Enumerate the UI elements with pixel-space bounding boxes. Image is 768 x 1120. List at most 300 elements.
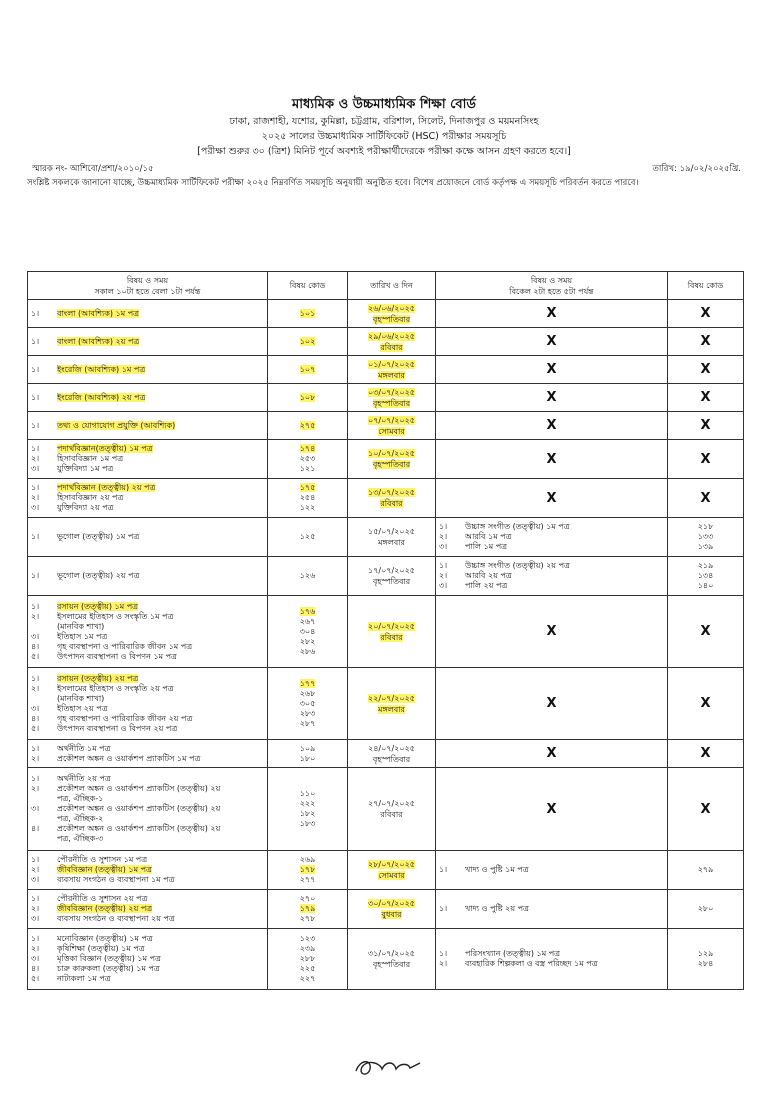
subject-line xyxy=(31,464,264,474)
exam-day: মঙ্গলবার xyxy=(378,370,405,380)
no-exam-mark: X xyxy=(700,801,711,817)
subject-code xyxy=(271,571,344,581)
subject-line xyxy=(31,652,264,662)
exam-date: ১০/০৭/২০২৫ xyxy=(368,449,415,458)
afternoon-codes-cell xyxy=(668,668,744,740)
subject-line xyxy=(439,532,664,542)
subject-code: ২৭৯ xyxy=(697,865,714,874)
serial-number: ১। xyxy=(31,743,40,753)
exam-day: মঙ্গলবার xyxy=(378,704,405,714)
subject-line xyxy=(31,724,264,734)
exam-date: ৩০/০৭/২০২৫ xyxy=(368,899,415,908)
exam-day: রবিবার xyxy=(380,632,403,642)
subject-line xyxy=(31,904,264,914)
subject-code xyxy=(271,904,344,914)
afternoon-codes-cell xyxy=(668,740,744,768)
subject-code: ২১৯ xyxy=(697,561,714,570)
subject-name: যুক্তিবিদ্যা ১ম পত্র xyxy=(57,464,114,473)
subject-name: পত্র, ঐচ্ছিক-২ xyxy=(57,814,104,823)
afternoon-subjects-cell xyxy=(436,851,668,890)
subject-name: জীববিজ্ঞান (তত্ত্বীয়) ১ম পত্র xyxy=(57,865,152,874)
memo-line xyxy=(0,162,768,176)
serial-number: ৪। xyxy=(31,713,40,723)
serial-number: ১। xyxy=(31,392,40,402)
subject-code xyxy=(271,934,344,944)
subject-code: ১৩৯ xyxy=(697,542,714,551)
morning-subjects-cell xyxy=(28,851,268,890)
subject-name: মৃত্তিকা বিজ্ঞান (তত্ত্বীয়) ১ম পত্র xyxy=(57,954,161,963)
date-cell xyxy=(348,440,436,479)
serial-number: ৩। xyxy=(31,804,40,813)
afternoon-subjects-cell xyxy=(436,440,668,479)
date-header: তারিখ ও দিন xyxy=(348,272,436,300)
subject-code xyxy=(271,493,344,503)
subject-code-text: ১০৯ xyxy=(299,743,316,753)
morning-subjects-cell xyxy=(28,929,268,990)
serial-number: ২। xyxy=(31,904,40,913)
no-exam-mark: X xyxy=(546,696,557,711)
date-cell xyxy=(348,557,436,596)
subject-name: উচ্চাঙ্গ সংগীত (তত্ত্বীয়) ২য় পত্র xyxy=(465,561,570,570)
subject-code-text: ১৭৫ xyxy=(299,483,316,492)
instruction-line: [পরীক্ষা শুরুর ৩০ (ত্রিশ) মিনিট পূর্বে অবশ্যই পরীক্ষার্থীদেরকে পরীক্ষা কক্ষে আসন গ্রহণ করতে হবে।] xyxy=(197,146,571,157)
serial-number: ৩। xyxy=(439,542,448,551)
exam-date: ০৩/০৭/২০২৫ xyxy=(368,387,415,397)
afternoon-subjects-cell xyxy=(436,328,668,356)
subject-name: (মানবিক শাখা) xyxy=(57,693,105,703)
table-row xyxy=(28,300,744,328)
no-exam-mark: X xyxy=(546,418,557,433)
subject-name: পত্র, ঐচ্ছিক-১ xyxy=(57,794,104,803)
afternoon-codes-cell xyxy=(668,479,744,518)
subject-code-text: ২৬৮ xyxy=(299,688,316,698)
subject-name: ইংরেজি (আবশ্যিক) ২য় পত্র xyxy=(57,392,146,402)
subject-name: প্রকৌশল অঙ্কন ও ওয়ার্কশপ প্র্যাকটিস (তত্ত্বীয়) ২য় xyxy=(57,784,221,793)
exam-day: বৃহস্পতিবার xyxy=(372,398,411,408)
subject-code-text: ২৮৮ xyxy=(299,954,316,963)
date-cell xyxy=(348,356,436,384)
subject-line xyxy=(31,483,264,493)
subject-code xyxy=(271,393,344,403)
subject-line xyxy=(31,532,264,542)
exam-date: ১৩/০৭/২০২৫ xyxy=(368,488,415,497)
table-row xyxy=(28,740,744,768)
table-row xyxy=(28,328,744,356)
subject-code-text: ২২৫ xyxy=(299,964,316,973)
subject-name: উৎপাদন ব্যবস্থাপনা ও বিপণন ১ম পত্র xyxy=(57,651,177,661)
serial-number: ১। xyxy=(31,308,40,318)
subject-code xyxy=(271,464,344,474)
notice-text: সংশ্লিষ্ট সকলকে জানানো যাচ্ছে, উচ্চমাধ্যমিক সার্টিফিকেট পরীক্ষা ২০২৫ নিম্নবর্ণিত সময়সূচি অনুযায়ী অনুষ্ঠিত হবে। বিশেষ প্রয়োজনে বোর্ড কর্তৃপক্ষ এ সময়সূচি পরিবর্তন করতে পারবে। xyxy=(27,178,639,188)
subject-name: পদার্থবিজ্ঞান (তত্ত্বীয়) ২য় পত্র xyxy=(57,483,156,492)
date-cell xyxy=(348,668,436,740)
subject-code-text: ৩০৫ xyxy=(299,698,316,708)
subject-code xyxy=(271,607,344,617)
morning-subjects-cell xyxy=(28,768,268,851)
subject-code xyxy=(271,679,344,689)
serial-number: ৪। xyxy=(31,641,40,651)
subject-name: ব্যবহারিক শিল্পকলা ও বস্ত্র পরিচ্ছদ ১ম পত্র xyxy=(465,959,598,968)
exam-day: মঙ্গলবার xyxy=(378,538,405,547)
subject-code xyxy=(271,647,344,657)
memo-number: স্মারক নং- আশিবো/প্রশা/২০১০/১৫ xyxy=(32,164,154,174)
subject-code xyxy=(271,964,344,974)
afternoon-codes-cell xyxy=(668,851,744,890)
subject-name: পৌরনীতি ও সুশাসন ২য় পত্র xyxy=(57,894,148,903)
subject-code-text: ১২৩ xyxy=(299,934,316,943)
table-row xyxy=(28,851,744,890)
subject-name: নাট্যকলা ১ম পত্র xyxy=(57,974,111,983)
subject-name: রসায়ন (তত্ত্বীয়) ১ম পত্র xyxy=(57,601,139,611)
afternoon-subjects-cell xyxy=(436,668,668,740)
serial-number: ১। xyxy=(31,336,40,346)
table-row xyxy=(28,384,744,412)
serial-number: ১। xyxy=(31,934,40,943)
serial-number: ২। xyxy=(31,784,40,793)
subject-code-text: ২৭০ xyxy=(299,894,316,903)
subject-line xyxy=(31,814,264,824)
morning-subjects-cell xyxy=(28,668,268,740)
exam-day: সোমবার xyxy=(378,426,405,436)
exam-date: ০৭/০৭/২০২৫ xyxy=(368,415,415,425)
date-cell xyxy=(348,890,436,929)
subject-name: গৃহ ব্যবস্থাপনা ও পারিবারিক জীবন ১ম পত্র xyxy=(57,641,193,651)
memo-date: তারিখ: ১৯/০২/২০২৫খ্রি. xyxy=(652,164,741,174)
subject-code-text: ২৮৭ xyxy=(299,718,316,728)
serial-number: ১। xyxy=(31,601,40,611)
subject-code xyxy=(271,875,344,885)
subject-line xyxy=(31,974,264,984)
exam-day: রবিবার xyxy=(380,342,403,352)
table-row xyxy=(28,557,744,596)
subject-code-text: ২৮৩ xyxy=(299,708,316,718)
table-row xyxy=(28,440,744,479)
serial-number: ২। xyxy=(31,753,40,763)
serial-number: ৩। xyxy=(31,914,40,923)
subject-line xyxy=(31,824,264,834)
morning-subjects-cell xyxy=(28,479,268,518)
no-exam-mark: X xyxy=(546,390,557,405)
subject-line xyxy=(31,622,264,632)
subject-name: জীববিজ্ঞান (তত্ত্বীয়) ২য় পত্র xyxy=(57,904,153,913)
serial-number: ২। xyxy=(31,454,40,463)
date-cell xyxy=(348,768,436,851)
table-row xyxy=(28,768,744,851)
subject-line xyxy=(31,421,264,431)
subject-line xyxy=(31,954,264,964)
subject-code-text: ২২৭ xyxy=(299,974,316,983)
exam-day: রবিবার xyxy=(380,810,403,819)
serial-number: ২। xyxy=(31,944,40,953)
subject-code: ১৩৩ xyxy=(697,532,714,541)
no-exam-mark: X xyxy=(700,490,711,506)
no-exam-mark: X xyxy=(546,624,557,639)
afternoon-subjects-cell xyxy=(436,518,668,557)
subject-name: ইতিহাস ২য় পত্র xyxy=(57,703,108,713)
morning-subjects-cell xyxy=(28,300,268,328)
exam-date: ২৭/০৭/২০২৫ xyxy=(368,799,415,808)
exam-day: বৃহস্পতিবার xyxy=(372,460,411,469)
morning-codes-cell xyxy=(268,596,348,668)
afternoon-codes-cell xyxy=(668,356,744,384)
subject-name: প্রকৌশল অঙ্কন ও ওয়ার্কশপ প্র্যাকটিস (তত্ত্বীয়) ২য় xyxy=(57,824,221,833)
subject-line xyxy=(31,865,264,875)
subject-name: বাংলা (আবশ্যিক) ১ম পত্র xyxy=(57,308,140,318)
subject-name: উচ্চাঙ্গ সংগীত (তত্ত্বীয়) ১ম পত্র xyxy=(465,522,570,531)
serial-number: ১। xyxy=(31,855,40,864)
serial-number: ২। xyxy=(439,532,448,541)
subject-line xyxy=(31,309,264,319)
afternoon-codes-cell xyxy=(668,412,744,440)
date-cell xyxy=(348,479,436,518)
subject-name: আরবি ১ম পত্র xyxy=(465,532,512,541)
subject-name: গৃহ ব্যবস্থাপনা ও পারিবারিক জীবন ২য় পত্র xyxy=(57,713,193,723)
subject-name: খাদ্য ও পুষ্টি ১ম পত্র xyxy=(465,865,529,874)
subject-line xyxy=(31,337,264,347)
no-exam-mark: X xyxy=(700,390,711,405)
table-row xyxy=(28,518,744,557)
afternoon-subjects-cell xyxy=(436,479,668,518)
subject-line xyxy=(31,632,264,642)
subject-code xyxy=(271,454,344,464)
subject-code xyxy=(271,809,344,819)
subject-code xyxy=(271,954,344,964)
subject-code-text: ১৮২ xyxy=(299,809,316,818)
date-cell xyxy=(348,328,436,356)
subject-code xyxy=(271,855,344,865)
subject-name: কৃষিশিক্ষা (তত্ত্বীয়) ১ম পত্র xyxy=(57,944,145,953)
subject-name: পালি ১ম পত্র xyxy=(465,542,508,551)
exam-title: ২০২৫ সালের উচ্চমাধ্যমিক সার্টিফিকেট (HSC) পরীক্ষার সময়সূচি xyxy=(261,131,507,142)
subject-name: উৎপাদন ব্যবস্থাপনা ও বিপণন ২য় পত্র xyxy=(57,723,178,733)
subject-line xyxy=(31,804,264,814)
schedule-body xyxy=(28,300,744,990)
subject-code xyxy=(271,617,344,627)
afternoon-codes-cell xyxy=(668,384,744,412)
afternoon-subjects-cell xyxy=(436,740,668,768)
serial-number: ৩। xyxy=(31,703,40,713)
subject-name: অর্থনীতি ১ম পত্র xyxy=(57,743,111,753)
subject-line xyxy=(439,904,664,914)
subject-name: ইংরেজি (আবশ্যিক) ১ম পত্র xyxy=(57,364,146,374)
date-cell xyxy=(348,384,436,412)
afternoon-subjects-cell xyxy=(436,596,668,668)
subject-code xyxy=(271,789,344,799)
subject-name: অর্থনীতি ২য় পত্র xyxy=(57,774,111,783)
subject-line xyxy=(31,612,264,622)
subject-line xyxy=(31,964,264,974)
subject-code xyxy=(271,914,344,924)
exam-day: রবিবার xyxy=(380,499,403,508)
subject-code xyxy=(271,699,344,709)
serial-number: ৩। xyxy=(31,503,40,512)
board-title: মাধ্যমিক ও উচ্চমাধ্যমিক শিক্ষা বোর্ড xyxy=(292,97,476,112)
subject-line xyxy=(439,542,664,552)
subject-name: পদার্থবিজ্ঞান(তত্ত্বীয়) ১ম পত্র xyxy=(57,444,153,453)
subject-code-text: ১০৮ xyxy=(299,392,316,402)
afternoon-codes-cell xyxy=(668,768,744,851)
morning-subjects-cell xyxy=(28,596,268,668)
subject-code-text: ১২১ xyxy=(299,464,316,473)
subject-code-text: ১১০ xyxy=(299,789,316,798)
subject-code: ১২৯ xyxy=(697,949,714,958)
afternoon-codes-cell xyxy=(668,328,744,356)
afternoon-subjects-cell xyxy=(436,557,668,596)
morning-subjects-cell xyxy=(28,412,268,440)
date-cell xyxy=(348,740,436,768)
serial-number: ৪। xyxy=(31,824,40,833)
subject-code xyxy=(271,689,344,699)
subject-code xyxy=(271,744,344,754)
morning-subjects-cell xyxy=(28,356,268,384)
serial-number: ১। xyxy=(439,561,448,570)
subject-line xyxy=(31,571,264,581)
afternoon-subjects-cell xyxy=(436,300,668,328)
subject-code-text: ৩০৪ xyxy=(299,626,316,636)
serial-number: ১। xyxy=(31,774,40,783)
exam-day: বৃহস্পতিবার xyxy=(372,314,411,324)
exam-day: বুধবার xyxy=(381,910,402,919)
afternoon-codes-cell xyxy=(668,440,744,479)
subject-line xyxy=(31,875,264,885)
afternoon-subjects-cell xyxy=(436,890,668,929)
no-exam-mark: X xyxy=(700,451,711,467)
subject-name: ইতিহাস ১ম পত্র xyxy=(57,631,108,641)
no-exam-mark: X xyxy=(546,746,557,761)
subject-line xyxy=(31,784,264,794)
serial-number: ১। xyxy=(439,904,448,913)
morning-subjects-cell xyxy=(28,557,268,596)
table-row xyxy=(28,412,744,440)
serial-number: ১। xyxy=(439,522,448,531)
subject-line xyxy=(439,959,664,969)
subject-line xyxy=(31,454,264,464)
exam-date: ০১/০৭/২০২৫ xyxy=(368,359,415,369)
no-exam-mark: X xyxy=(700,746,711,761)
exam-day: সোমবার xyxy=(378,871,405,880)
subject-code-text: ২৫৩ xyxy=(299,454,316,463)
serial-number: ২। xyxy=(31,611,40,621)
no-exam-mark: X xyxy=(700,418,711,433)
subject-code xyxy=(271,309,344,319)
subject-name: তথ্য ও যোগাযোগ প্রযুক্তি (আবশ্যিক) xyxy=(57,420,176,430)
subject-line xyxy=(31,934,264,944)
morning-codes-cell xyxy=(268,412,348,440)
no-exam-mark: X xyxy=(546,306,557,321)
morning-subjects-cell xyxy=(28,890,268,929)
morning-codes-cell xyxy=(268,479,348,518)
no-exam-mark: X xyxy=(546,490,557,506)
schedule-page xyxy=(0,96,768,1120)
morning-subjects-cell xyxy=(28,440,268,479)
subject-name: পরিসংখ্যান (তত্ত্বীয়) ১ম পত্র xyxy=(465,949,561,958)
subject-code-text: ২৩৯ xyxy=(299,944,316,953)
subject-code-text: ২৫৪ xyxy=(299,493,316,502)
afternoon-codes-cell xyxy=(668,557,744,596)
date-cell xyxy=(348,929,436,990)
subject-code xyxy=(271,799,344,809)
subject-code-text: ১২৬ xyxy=(299,571,316,580)
subject-name: পালি ২য় পত্র xyxy=(465,581,508,590)
subject-code-text: ২২২ xyxy=(299,799,316,808)
subject-name: ভূগোল (তত্ত্বীয়) ১ম পত্র xyxy=(57,532,140,541)
subject-name: মনোবিজ্ঞান (তত্ত্বীয়) ১ম পত্র xyxy=(57,934,153,943)
subject-line xyxy=(31,365,264,375)
subject-code xyxy=(271,532,344,542)
serial-number: ৩। xyxy=(31,464,40,473)
subject-name: রসায়ন (তত্ত্বীয়) ২য় পত্র xyxy=(57,673,139,683)
no-exam-mark: X xyxy=(700,696,711,711)
date-cell xyxy=(348,851,436,890)
no-exam-mark: X xyxy=(700,362,711,377)
date-cell xyxy=(348,518,436,557)
morning-codes-cell xyxy=(268,300,348,328)
serial-number: ১। xyxy=(31,483,40,492)
subject-code-text: ১০১ xyxy=(299,308,316,318)
morning-codes-cell xyxy=(268,557,348,596)
subject-line xyxy=(439,949,664,959)
subject-code xyxy=(271,894,344,904)
subject-code-text: ১০৭ xyxy=(299,364,316,374)
subject-name: আরবি ২য় পত্র xyxy=(465,571,512,580)
subject-name: ইসলামের ইতিহাস ও সংস্কৃতি ২য় পত্র xyxy=(57,683,174,693)
exam-date: ২৯/০৬/২০২৫ xyxy=(368,331,415,341)
subject-line xyxy=(439,865,664,875)
morning-codes-cell xyxy=(268,851,348,890)
subject-name: হিসাববিজ্ঞান ২য় পত্র xyxy=(57,493,124,502)
subject-name: ভূগোল (তত্ত্বীয়) ২য় পত্র xyxy=(57,571,140,580)
serial-number: ২। xyxy=(31,683,40,693)
exam-date: ১৭/০৭/২০২৫ xyxy=(368,566,415,575)
subject-line xyxy=(31,602,264,612)
serial-number: ১। xyxy=(31,420,40,430)
morning-codes-cell xyxy=(268,929,348,990)
serial-number: ১। xyxy=(31,571,40,580)
no-exam-mark: X xyxy=(546,801,557,817)
afternoon-codes-cell xyxy=(668,929,744,990)
subject-name: যুক্তিবিদ্যা ২য় পত্র xyxy=(57,503,114,512)
morning-subjects-cell xyxy=(28,518,268,557)
table-row xyxy=(28,479,744,518)
subject-code-text: ১৭৬ xyxy=(299,606,316,616)
subject-line xyxy=(439,561,664,571)
schedule-table xyxy=(27,271,744,990)
exam-date: ২০/০৭/২০২৫ xyxy=(368,621,415,631)
morning-codes-cell xyxy=(268,356,348,384)
subject-code xyxy=(271,719,344,729)
morning-codes-cell xyxy=(268,890,348,929)
subject-name: ব্যবসায় সংগঠন ও ব্যবস্থাপনা ১ম পত্র xyxy=(57,875,175,884)
subject-line xyxy=(31,944,264,954)
subject-code xyxy=(271,974,344,984)
morning-codes-cell xyxy=(268,328,348,356)
date-cell xyxy=(348,300,436,328)
morning-codes-cell xyxy=(268,384,348,412)
subject-code-text: ১০২ xyxy=(299,336,316,346)
code2-header: বিষয় কোড xyxy=(668,272,744,300)
morning-codes-cell xyxy=(268,518,348,557)
table-row xyxy=(28,356,744,384)
table-header-row xyxy=(28,272,744,300)
subject-name: প্রকৌশল অঙ্কন ও ওয়ার্কশপ প্র্যাকটিস ১ম পত্র xyxy=(57,753,201,763)
serial-number: ২। xyxy=(31,865,40,874)
subject-name: খাদ্য ও পুষ্টি ২য় পত্র xyxy=(465,904,529,913)
subject-line xyxy=(31,754,264,764)
subject-code xyxy=(271,444,344,454)
morning-subjects-cell xyxy=(28,384,268,412)
date-cell xyxy=(348,412,436,440)
subject-code-text: ২৮২ xyxy=(299,636,316,646)
